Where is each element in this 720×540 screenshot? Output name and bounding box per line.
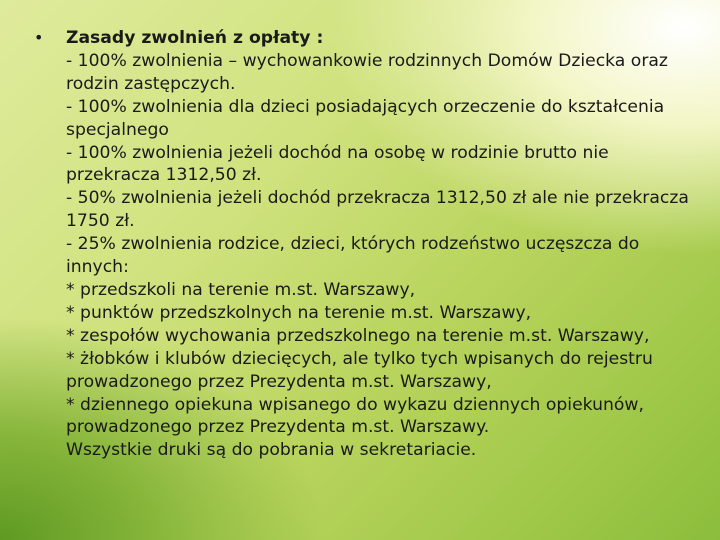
sub-item-line: * żłobków i klubów dziecięcych, ale tylko tych wpisanych do rejestru prowadzonego przez Prezydenta m.st. Warszawy,: [66, 348, 653, 392]
slide-content: [34, 27, 694, 462]
bullet-icon: •: [34, 28, 44, 47]
sub-item-line: * przedszkoli na terenie m.st. Warszawy,: [66, 279, 416, 300]
bullet-item: [34, 27, 694, 462]
exemption-line: - 25% zwolnienia rodzice, dzieci, których rodzeństwo uczęszcza do innych:: [66, 234, 640, 278]
exemption-line: - 100% zwolnienia dla dzieci posiadających orzeczenie do kształcenia specjalnego: [66, 96, 665, 140]
exemption-line: - 50% zwolnienia jeżeli dochód przekracza 1312,50 zł ale nie przekracza 1750 zł.: [66, 188, 689, 232]
bullet-body: [66, 27, 694, 462]
sub-item-line: * dziennego opiekuna wpisanego do wykazu dziennych opiekunów, prowadzonego przez Prezydenta m.st. Warszawy.: [66, 394, 644, 438]
closing-note: Wszystkie druki są do pobrania w sekretariacie.: [66, 440, 477, 461]
exemption-line: - 100% zwolnienia jeżeli dochód na osobę w rodzinie brutto nie przekracza 1312,50 zł.: [66, 142, 609, 186]
sub-item-line: * zespołów wychowania przedszkolnego na terenie m.st. Warszawy,: [66, 325, 650, 346]
sub-item-line: * punktów przedszkolnych na terenie m.st. Warszawy,: [66, 302, 532, 323]
slide-heading: Zasady zwolnień z opłaty :: [66, 28, 324, 48]
exemption-line: - 100% zwolnienia – wychowankowie rodzinnych Domów Dziecka oraz rodzin zastępczych.: [66, 50, 668, 94]
